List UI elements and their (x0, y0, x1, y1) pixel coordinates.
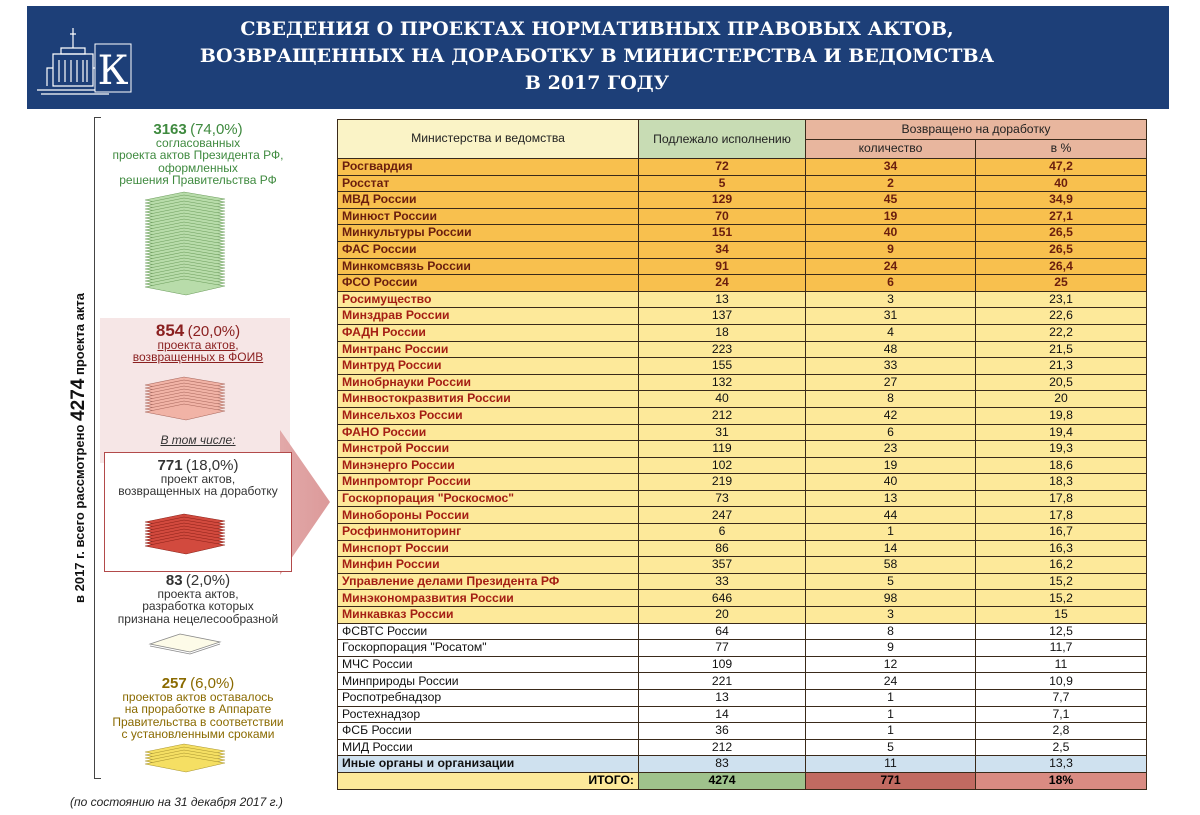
ministry-cell: Иные органы и организации (338, 756, 639, 773)
pct-cell: 13,3 (976, 756, 1147, 773)
plan-cell: 102 (639, 457, 806, 474)
ministry-cell: Минздрав России (338, 308, 639, 325)
plan-cell: 6 (639, 524, 806, 541)
government-logo (33, 20, 133, 98)
pct-cell: 26,5 (976, 225, 1147, 242)
plan-cell: 109 (639, 656, 806, 673)
ministry-cell: Госкорпорация "Роскосмос" (338, 490, 639, 507)
plan-cell: 223 (639, 341, 806, 358)
table-row (338, 192, 1147, 209)
inexpedient-pct: (2,0%) (185, 572, 231, 589)
table-row (338, 358, 1147, 375)
total-pct: 18% (976, 772, 1147, 789)
table-row (338, 656, 1147, 673)
plan-cell: 357 (639, 557, 806, 574)
returned-acts-table (337, 119, 1147, 790)
ministry-cell: Росфинмониторинг (338, 524, 639, 541)
ministry-cell: Минкавказ России (338, 607, 639, 624)
table-row (338, 640, 1147, 657)
table-row (338, 324, 1147, 341)
pct-cell: 16,2 (976, 557, 1147, 574)
pct-cell: 17,8 (976, 490, 1147, 507)
count-cell: 13 (806, 490, 976, 507)
count-cell: 1 (806, 690, 976, 707)
count-cell: 40 (806, 225, 976, 242)
table-row (338, 159, 1147, 176)
in-work-line-4: с установленными сроками (121, 727, 275, 741)
inexpedient-line-2: разработка которых (142, 599, 254, 613)
plan-cell: 151 (639, 225, 806, 242)
plan-cell: 5 (639, 175, 806, 192)
white-paper-stack-icon (140, 632, 230, 656)
pct-cell: 12,5 (976, 623, 1147, 640)
count-cell: 44 (806, 507, 976, 524)
pct-cell: 16,3 (976, 540, 1147, 557)
pct-cell: 23,1 (976, 291, 1147, 308)
including-label: В том числе: (160, 433, 236, 447)
count-cell: 23 (806, 441, 976, 458)
pct-cell: 25 (976, 275, 1147, 292)
in-work-line-2: на проработке в Аппарате (124, 702, 272, 716)
table-row (338, 507, 1147, 524)
pct-cell: 7,7 (976, 690, 1147, 707)
count-cell: 58 (806, 557, 976, 574)
ministry-cell: Роспотребнадзор (338, 690, 639, 707)
rework-line-2: возвращенных на доработку (118, 484, 278, 498)
title-line-2: ВОЗВРАЩЕННЫХ НА ДОРАБОТКУ В МИНИСТЕРСТВА И ВЕДОМСТВА (199, 45, 995, 67)
red-paper-stack-icon (140, 512, 230, 562)
ministry-cell: ФАНО России (338, 424, 639, 441)
rework-line-1: проект актов, (160, 471, 236, 486)
plan-cell: 219 (639, 474, 806, 491)
approved-pct: (74,0%) (190, 121, 243, 138)
count-cell: 11 (806, 756, 976, 773)
plan-cell: 119 (639, 441, 806, 458)
ministry-cell: Минстрой России (338, 441, 639, 458)
ministry-cell: Минкомсвязь России (338, 258, 639, 275)
plan-cell: 86 (639, 540, 806, 557)
count-cell: 48 (806, 341, 976, 358)
ministry-cell: Минтруд России (338, 358, 639, 375)
ministry-cell: Минэнерго России (338, 457, 639, 474)
count-cell: 3 (806, 607, 976, 624)
ministry-cell: МЧС России (338, 656, 639, 673)
table-row (338, 623, 1147, 640)
count-cell: 6 (806, 275, 976, 292)
vertical-prefix: в 2017 г. всего рассмотрено (72, 424, 87, 603)
ministry-cell: Минкультуры России (338, 225, 639, 242)
pct-cell: 2,8 (976, 723, 1147, 740)
plan-cell: 129 (639, 192, 806, 209)
plan-cell: 247 (639, 507, 806, 524)
col-header-pct: в % (976, 139, 1147, 159)
table-row (338, 540, 1147, 557)
plan-cell: 24 (639, 275, 806, 292)
count-cell: 4 (806, 324, 976, 341)
pct-cell: 19,4 (976, 424, 1147, 441)
total-row (338, 772, 1147, 789)
ministry-cell: Росгвардия (338, 159, 639, 176)
count-cell: 24 (806, 258, 976, 275)
ministry-cell: Управление делами Президента РФ (338, 573, 639, 590)
in-work-count: 257 (161, 675, 187, 692)
count-cell: 98 (806, 590, 976, 607)
pct-cell: 26,5 (976, 241, 1147, 258)
plan-cell: 40 (639, 391, 806, 408)
table-row (338, 573, 1147, 590)
plan-cell: 132 (639, 374, 806, 391)
count-cell: 2 (806, 175, 976, 192)
ministry-cell: Минобрнауки России (338, 374, 639, 391)
vertical-total-number: 4274 (68, 378, 89, 421)
plan-cell: 31 (639, 424, 806, 441)
plan-cell: 36 (639, 723, 806, 740)
plan-cell: 646 (639, 590, 806, 607)
pct-cell: 16,7 (976, 524, 1147, 541)
pct-cell: 20 (976, 391, 1147, 408)
table-row (338, 474, 1147, 491)
plan-cell: 73 (639, 490, 806, 507)
table-row (338, 175, 1147, 192)
ministry-cell: Росимущество (338, 291, 639, 308)
inexpedient-line-1: проекта актов, (157, 586, 239, 601)
in-work-line-3: Правительства в соответствии (112, 714, 284, 729)
table-row (338, 341, 1147, 358)
rework-count: 771 (157, 457, 183, 474)
count-cell: 19 (806, 457, 976, 474)
pct-cell: 47,2 (976, 159, 1147, 176)
count-cell: 24 (806, 673, 976, 690)
ministry-cell: Минэкономразвития России (338, 590, 639, 607)
ministry-cell: Минспорт России (338, 540, 639, 557)
pct-cell: 18,3 (976, 474, 1147, 491)
count-cell: 27 (806, 374, 976, 391)
approved-block (100, 121, 296, 187)
ministry-cell: Минвостокразвития России (338, 391, 639, 408)
pct-cell: 15,2 (976, 590, 1147, 607)
count-cell: 40 (806, 474, 976, 491)
total-count: 771 (806, 772, 976, 789)
table-row (338, 457, 1147, 474)
ministry-cell: ФАДН России (338, 324, 639, 341)
col-header-count: количество (806, 139, 976, 159)
pct-cell: 21,3 (976, 358, 1147, 375)
rework-pct: (18,0%) (185, 457, 239, 474)
ministry-cell: ФСО России (338, 275, 639, 292)
as-of-date-note: (по состоянию на 31 декабря 2017 г.) (70, 795, 283, 809)
pct-cell: 15 (976, 607, 1147, 624)
returned-rework-block (100, 457, 296, 498)
pct-cell: 26,4 (976, 258, 1147, 275)
inexpedient-line-3: признана нецелесообразной (117, 611, 279, 626)
plan-cell: 72 (639, 159, 806, 176)
pct-cell: 11 (976, 656, 1147, 673)
approved-line-3: оформленных (158, 160, 238, 175)
ministry-cell: Госкорпорация "Росатом" (338, 640, 639, 657)
plan-cell: 83 (639, 756, 806, 773)
table-row (338, 673, 1147, 690)
col-header-ministry: Министерства и ведомства (338, 120, 639, 159)
plan-cell: 33 (639, 573, 806, 590)
plan-cell: 64 (639, 623, 806, 640)
plan-cell: 18 (639, 324, 806, 341)
plan-cell: 155 (639, 358, 806, 375)
ministry-cell: Минфин России (338, 557, 639, 574)
count-cell: 3 (806, 291, 976, 308)
in-work-pct: (6,0%) (190, 675, 235, 692)
page-title (177, 16, 1017, 97)
count-cell: 9 (806, 241, 976, 258)
plan-cell: 137 (639, 308, 806, 325)
pct-cell: 17,8 (976, 507, 1147, 524)
plan-cell: 221 (639, 673, 806, 690)
count-cell: 42 (806, 407, 976, 424)
table-row (338, 524, 1147, 541)
plan-cell: 212 (639, 407, 806, 424)
count-cell: 9 (806, 640, 976, 657)
count-cell: 19 (806, 208, 976, 225)
in-work-block (100, 675, 296, 741)
ministry-cell: Минсельхоз России (338, 407, 639, 424)
inexpedient-block (100, 572, 296, 626)
ministry-cell: ФСБ России (338, 723, 639, 740)
foiv-count: 854 (155, 321, 185, 340)
approved-line-2: проекта актов Президента РФ, (112, 148, 284, 162)
table-row (338, 374, 1147, 391)
ministry-cell: ФСВТС России (338, 623, 639, 640)
count-cell: 1 (806, 723, 976, 740)
col-header-plan: Подлежало исполнению (639, 120, 806, 159)
returned-foiv-block (100, 321, 296, 364)
ministry-cell: ФАС России (338, 241, 639, 258)
pct-cell: 19,8 (976, 407, 1147, 424)
count-cell: 14 (806, 540, 976, 557)
plan-cell: 13 (639, 690, 806, 707)
count-cell: 12 (806, 656, 976, 673)
count-cell: 1 (806, 524, 976, 541)
table-row (338, 225, 1147, 242)
vertical-suffix: проекта акта (72, 293, 87, 376)
title-line-1: СВЕДЕНИЯ О ПРОЕКТАХ НОРМАТИВНЫХ ПРАВОВЫХ АКТОВ, (240, 18, 954, 40)
approved-line-4: решения Правительства РФ (119, 173, 277, 187)
pct-cell: 20,5 (976, 374, 1147, 391)
plan-cell: 91 (639, 258, 806, 275)
pct-cell: 18,6 (976, 457, 1147, 474)
pct-cell: 27,1 (976, 208, 1147, 225)
foiv-pct: (20,0%) (187, 323, 241, 340)
count-cell: 5 (806, 573, 976, 590)
table-row (338, 723, 1147, 740)
ministry-cell: Минюст России (338, 208, 639, 225)
count-cell: 8 (806, 623, 976, 640)
approved-count: 3163 (153, 121, 187, 138)
count-cell: 45 (806, 192, 976, 209)
plan-cell: 34 (639, 241, 806, 258)
table-row (338, 690, 1147, 707)
title-line-3: В 2017 ГОДУ (524, 72, 670, 94)
ministry-cell: МИД России (338, 739, 639, 756)
pct-cell: 11,7 (976, 640, 1147, 657)
ministry-cell: Минтранс России (338, 341, 639, 358)
svg-text:К: К (97, 48, 129, 94)
plan-cell: 70 (639, 208, 806, 225)
ministry-cell: МВД России (338, 192, 639, 209)
pct-cell: 7,1 (976, 706, 1147, 723)
table-row (338, 607, 1147, 624)
table-row (338, 706, 1147, 723)
pct-cell: 10,9 (976, 673, 1147, 690)
pct-cell: 40 (976, 175, 1147, 192)
table-row (338, 258, 1147, 275)
table-row (338, 291, 1147, 308)
plan-cell: 77 (639, 640, 806, 657)
plan-cell: 13 (639, 291, 806, 308)
pink-paper-stack-icon (140, 375, 230, 425)
approved-line-1: согласованных (155, 135, 241, 150)
table-row (338, 208, 1147, 225)
in-work-line-1: проектов актов оставалось (122, 689, 274, 704)
green-paper-stack-icon (140, 190, 230, 310)
table-row (338, 391, 1147, 408)
total-plan: 4274 (639, 772, 806, 789)
plan-cell: 212 (639, 739, 806, 756)
ministry-cell: Ростехнадзор (338, 706, 639, 723)
header-banner (27, 6, 1169, 109)
inexpedient-count: 83 (165, 572, 183, 589)
table-row (338, 739, 1147, 756)
ministry-cell: Минприроды России (338, 673, 639, 690)
yellow-paper-stack-icon (140, 742, 230, 778)
table-row (338, 308, 1147, 325)
table-row (338, 407, 1147, 424)
count-cell: 5 (806, 739, 976, 756)
count-cell: 31 (806, 308, 976, 325)
table-row (338, 557, 1147, 574)
pct-cell: 21,5 (976, 341, 1147, 358)
ministry-cell: Росстат (338, 175, 639, 192)
table-row (338, 756, 1147, 773)
table-row (338, 441, 1147, 458)
table-row (338, 424, 1147, 441)
pct-cell: 34,9 (976, 192, 1147, 209)
total-label: ИТОГО: (338, 772, 639, 789)
count-cell: 1 (806, 706, 976, 723)
table-row (338, 241, 1147, 258)
ministry-cell: Минпромторг России (338, 474, 639, 491)
plan-cell: 14 (639, 706, 806, 723)
table-row (338, 590, 1147, 607)
foiv-line-1: проекта актов, (157, 337, 239, 352)
pct-cell: 22,2 (976, 324, 1147, 341)
plan-cell: 20 (639, 607, 806, 624)
table-row (338, 275, 1147, 292)
pct-cell: 19,3 (976, 441, 1147, 458)
count-cell: 34 (806, 159, 976, 176)
foiv-line-2: возвращенных в ФОИВ (132, 350, 264, 364)
ministry-cell: Минобороны России (338, 507, 639, 524)
pct-cell: 22,6 (976, 308, 1147, 325)
pct-cell: 2,5 (976, 739, 1147, 756)
table-row (338, 490, 1147, 507)
pct-cell: 15,2 (976, 573, 1147, 590)
col-header-returned: Возвращено на доработку (806, 120, 1147, 140)
count-cell: 33 (806, 358, 976, 375)
count-cell: 8 (806, 391, 976, 408)
count-cell: 6 (806, 424, 976, 441)
